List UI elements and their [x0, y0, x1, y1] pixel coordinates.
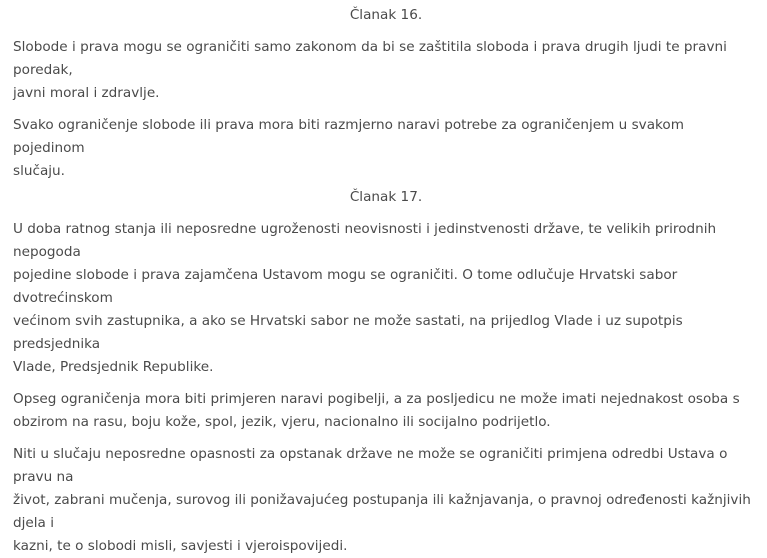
- article-17-heading: Članak 17.: [349, 189, 423, 205]
- text-line: život, zabrani mučenja, surovog ili ponižavajućeg postupanja ili kažnjavanja, o pravnoj određenosti kažnjivih djela i: [13, 492, 751, 531]
- article-17-paragraph-3: [13, 443, 759, 558]
- text-line: Svako ograničenje slobode ili prava mora biti razmjerno naravi potrebe za ograničenjem u svakom pojedinom: [13, 117, 684, 156]
- text-line: javni moral i zdravlje.: [13, 85, 160, 101]
- text-line: pojedine slobode i prava zajamčena Ustavom mogu se ograničiti. O tome odlučuje Hrvatski sabor dvotrećinskom: [13, 267, 678, 306]
- article-17-paragraph-2: [13, 388, 759, 434]
- article-16-paragraph-2: [13, 114, 759, 183]
- text-line: Niti u slučaju neposredne opasnosti za opstanak države ne može se ograničiti primjena odredbi Ustava o pravu na: [13, 446, 728, 485]
- text-line: Slobode i prava mogu se ograničiti samo zakonom da bi se zaštitila sloboda i prava drugih ljudi te pravni poredak,: [13, 39, 727, 78]
- text-line: Opseg ograničenja mora biti primjeren naravi pogibelji, a za posljedicu ne može imati nejednakost osoba s: [13, 391, 740, 407]
- text-line: Vlade, Predsjednik Republike.: [13, 359, 214, 375]
- article-17-paragraph-1: [13, 218, 759, 379]
- article-16-heading: Članak 16.: [349, 7, 423, 23]
- text-line: obzirom na rasu, boju kože, spol, jezik, vjeru, nacionalno ili socijalno podrijetlo.: [13, 414, 551, 430]
- text-line: slučaju.: [13, 163, 65, 179]
- text-line: U doba ratnog stanja ili neposredne ugroženosti neovisnosti i jedinstvenosti države, te velikih prirodnih nepogoda: [13, 221, 717, 260]
- text-line: kazni, te o slobodi misli, savjesti i vjeroispovijedi.: [13, 538, 348, 554]
- article-16-paragraph-1: [13, 36, 759, 105]
- text-line: većinom svih zastupnika, a ako se Hrvatski sabor ne može sastati, na prijedlog Vlade i uz supotpis predsjednika: [13, 313, 683, 352]
